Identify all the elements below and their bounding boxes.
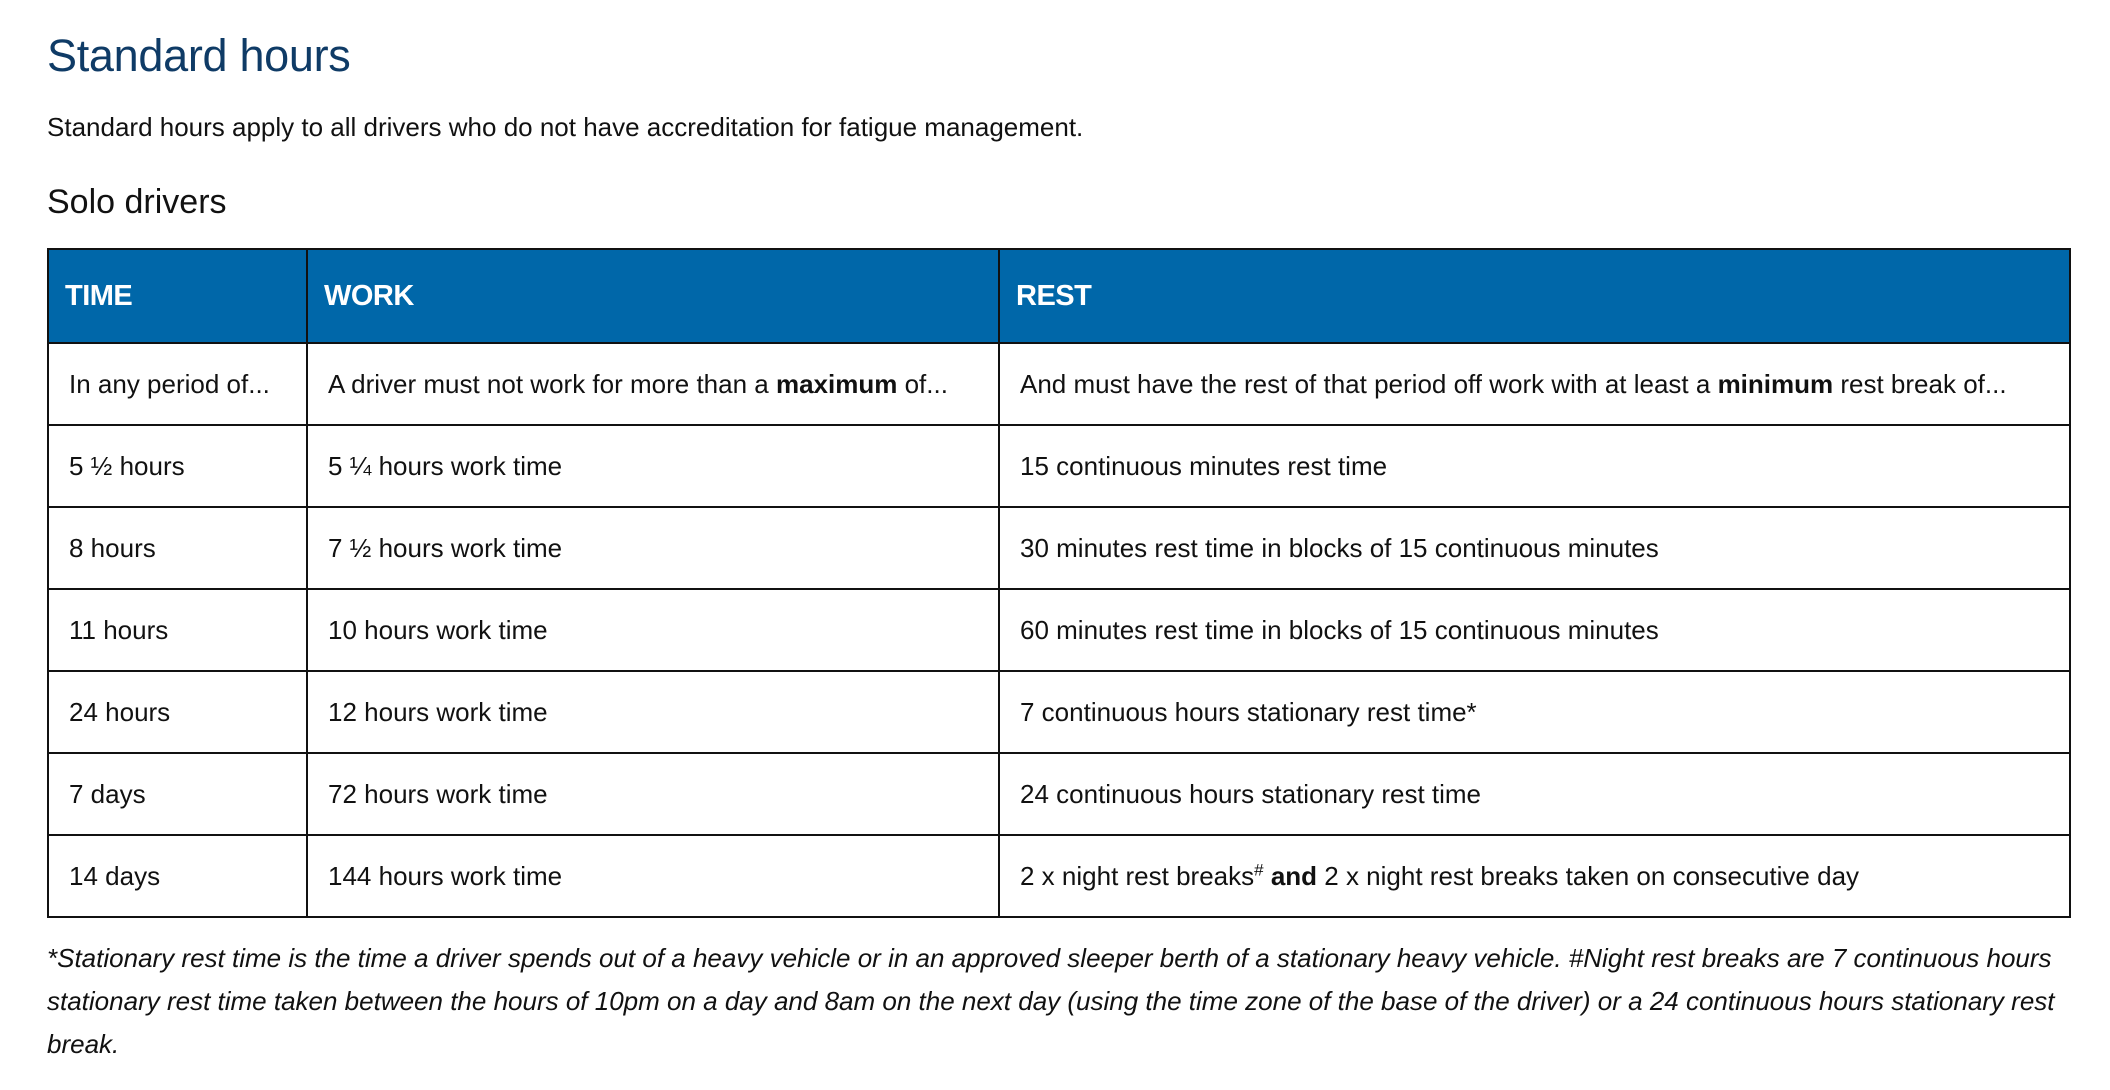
work-cell: 10 hours work time: [307, 589, 999, 671]
work-cell: [307, 343, 999, 425]
table-row: [48, 671, 2070, 753]
work-emphasis: maximum: [775, 368, 898, 399]
rest-text: And must have the rest of that period off work with at least a: [1020, 368, 1718, 399]
work-cell: 144 hours work time: [307, 835, 999, 917]
table-row: [48, 589, 2070, 671]
rest-cell: 15 continuous minutes rest time: [999, 425, 2070, 507]
table-header-row: [48, 249, 2070, 343]
rest-cell: [999, 343, 2070, 425]
time-cell: 14 days: [48, 835, 307, 917]
rest-cell: 60 minutes rest time in blocks of 15 continuous minutes: [999, 589, 2070, 671]
time-cell: 8 hours: [48, 507, 307, 589]
rest-cell: [999, 835, 2070, 917]
header-rest: REST: [999, 249, 2070, 343]
rest-cell: 7 continuous hours stationary rest time*: [999, 671, 2070, 753]
table-row: [48, 835, 2070, 917]
work-text: of...: [897, 368, 948, 399]
table-row: [48, 343, 2070, 425]
footnote-marker: #: [1254, 859, 1264, 879]
time-cell: In any period of...: [48, 343, 307, 425]
table-row: [48, 507, 2070, 589]
rest-emphasis: and: [1263, 860, 1318, 891]
footnote: *Stationary rest time is the time a driver spends out of a heavy vehicle or in an approved sleeper berth of a stationary heavy vehicle. #Night rest breaks are 7 continuous hours stationary rest time taken between the hours of 10pm on a day and 8am on the next day (using the time zone of the base of the driver) or a 24 continuous hours stationary rest break.: [47, 943, 2055, 1059]
work-text: A driver must not work for more than a: [328, 368, 776, 399]
header-time: TIME: [48, 249, 307, 343]
page-title: Standard hours: [47, 30, 351, 81]
time-cell: 7 days: [48, 753, 307, 835]
work-cell: 5 ¼ hours work time: [307, 425, 999, 507]
time-cell: 11 hours: [48, 589, 307, 671]
table-row: [48, 425, 2070, 507]
rest-text: 2 x night rest breaks: [1020, 860, 1255, 891]
intro-text: Standard hours apply to all drivers who do not have accreditation for fatigue management.: [47, 112, 1084, 142]
time-cell: 5 ½ hours: [48, 425, 307, 507]
rest-emphasis: minimum: [1717, 368, 1834, 399]
table-row: [48, 753, 2070, 835]
work-cell: 7 ½ hours work time: [307, 507, 999, 589]
header-work: WORK: [307, 249, 999, 343]
rest-text: rest break of...: [1833, 368, 2007, 399]
rest-cell: 24 continuous hours stationary rest time: [999, 753, 2070, 835]
rest-cell: 30 minutes rest time in blocks of 15 continuous minutes: [999, 507, 2070, 589]
rest-text: 2 x night rest breaks taken on consecutive day: [1317, 860, 1860, 891]
section-title: Solo drivers: [47, 183, 227, 221]
time-cell: 24 hours: [48, 671, 307, 753]
work-cell: 12 hours work time: [307, 671, 999, 753]
standard-hours-table: [47, 248, 2071, 918]
work-cell: 72 hours work time: [307, 753, 999, 835]
